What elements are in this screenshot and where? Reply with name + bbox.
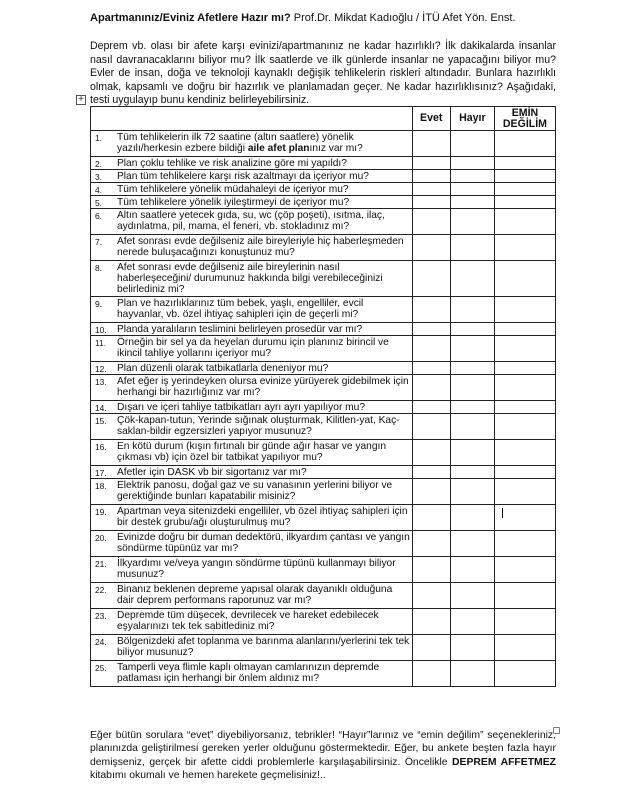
- answer-emin-degilim-cell[interactable]: [494, 375, 555, 401]
- question-row: [91, 362, 556, 375]
- question-text: Plan ve hazırlıklarınız tüm bebek, yaşlı, engelliler, evcil hayvanlar, vb. özel ihtiyaç sahipleri için de geçerli mi?: [117, 297, 364, 320]
- question-text: En kötü durum (kışın fırtınalı bir günde ağır hasar ve yangın çıkması vb) için özel bir tatbikat yapılıyor mu?: [117, 440, 386, 463]
- question-row: [91, 414, 556, 440]
- question-cell: [91, 557, 413, 583]
- question-row: [91, 235, 556, 261]
- answer-emin-degilim-cell[interactable]: [494, 505, 555, 531]
- answer-emin-degilim-cell[interactable]: [494, 131, 555, 157]
- table-move-handle-icon[interactable]: +: [76, 95, 86, 105]
- answer-emin-degilim-cell[interactable]: [494, 323, 555, 336]
- answer-hayir-cell[interactable]: [450, 157, 494, 170]
- answer-emin-degilim-cell[interactable]: [494, 583, 555, 609]
- question-number: 3.: [95, 172, 102, 182]
- question-number: 7.: [95, 237, 102, 247]
- answer-evet-cell[interactable]: [412, 505, 450, 531]
- answer-hayir-cell[interactable]: [450, 297, 494, 323]
- answer-hayir-cell[interactable]: [450, 557, 494, 583]
- question-row: [91, 323, 556, 336]
- answer-evet-cell[interactable]: [412, 261, 450, 297]
- question-row: [91, 479, 556, 505]
- question-text: Planda yaralıların teslimini belirleyen prosedür var mı?: [117, 323, 363, 335]
- question-text: Plan çoklu tehlike ve risk analizine göre mi yapıldı?: [117, 157, 347, 169]
- outro-paragraph: [90, 729, 556, 782]
- question-number: 20.: [95, 533, 107, 543]
- header-emin-degilim: [494, 107, 555, 131]
- question-row: [91, 209, 556, 235]
- question-cell: [91, 261, 413, 297]
- cell-end-mark-icon: [553, 727, 560, 734]
- header-question: [91, 107, 413, 131]
- question-number: 6.: [95, 211, 102, 221]
- question-number: 15.: [95, 416, 107, 426]
- answer-evet-cell[interactable]: [412, 362, 450, 375]
- question-row: [91, 583, 556, 609]
- answer-emin-degilim-cell[interactable]: [494, 297, 555, 323]
- answer-evet-cell[interactable]: [412, 661, 450, 687]
- answer-evet-cell[interactable]: [412, 235, 450, 261]
- question-cell: [91, 440, 413, 466]
- answer-evet-cell[interactable]: [412, 196, 450, 209]
- answer-hayir-cell[interactable]: [450, 401, 494, 414]
- question-text: Apartman veya sitenizdeki engelliler, vb özel ihtiyaç sahipleri için bir destek grubu/ağı oluşturulmuş mu?: [117, 505, 408, 528]
- questionnaire-table: [90, 106, 556, 687]
- question-cell: [91, 336, 413, 362]
- answer-hayir-cell[interactable]: [450, 196, 494, 209]
- answer-evet-cell[interactable]: [412, 183, 450, 196]
- question-cell: [91, 209, 413, 235]
- question-number: 23.: [95, 611, 107, 621]
- question-text: Afet sonrası evde değilseniz aile bireylerinin nasıl haberleşeceğini/ durumunuz hakkında bilgi verebileceğinizi belirlediniz mi?: [117, 261, 383, 296]
- question-number: 16.: [95, 442, 107, 452]
- question-text: Plan düzenli olarak tatbikatlarla deneniyor mu?: [117, 362, 329, 374]
- answer-emin-degilim-cell[interactable]: [494, 183, 555, 196]
- question-number: 14.: [95, 403, 107, 413]
- answer-emin-degilim-cell[interactable]: [494, 235, 555, 261]
- question-text-pre: Tüm tehlikelerin ilk 72 saatine (altın saatlere) yönelik yazılı/herkesin ezbere bildiği: [117, 131, 354, 154]
- question-number: 13.: [95, 377, 107, 387]
- question-row: [91, 196, 556, 209]
- answer-evet-cell[interactable]: [412, 401, 450, 414]
- question-cell: [91, 157, 413, 170]
- answer-hayir-cell[interactable]: [450, 209, 494, 235]
- answer-emin-degilim-cell[interactable]: [494, 609, 555, 635]
- answer-hayir-cell[interactable]: [450, 583, 494, 609]
- answer-evet-cell[interactable]: [412, 479, 450, 505]
- answer-emin-degilim-cell[interactable]: [494, 362, 555, 375]
- question-number: 1.: [95, 133, 102, 143]
- question-cell: [91, 401, 413, 414]
- question-text: [117, 131, 412, 154]
- answer-hayir-cell[interactable]: [450, 505, 494, 531]
- question-row: [91, 261, 556, 297]
- answer-emin-degilim-cell[interactable]: [494, 557, 555, 583]
- answer-evet-cell[interactable]: [412, 297, 450, 323]
- answer-hayir-cell[interactable]: [450, 235, 494, 261]
- header-evet: Evet: [412, 107, 450, 131]
- question-number: 10.: [95, 325, 107, 335]
- question-row: [91, 170, 556, 183]
- question-text: Tüm tehlikelere yönelik müdahaleyi de içeriyor mu?: [117, 183, 349, 195]
- answer-hayir-cell[interactable]: [450, 661, 494, 687]
- question-text: Örneğin bir sel ya da heyelan durumu için planınız birincil ve ikincil tahliye yollarını içeriyor mu?: [117, 336, 389, 359]
- answer-evet-cell[interactable]: [412, 414, 450, 440]
- question-cell: [91, 466, 413, 479]
- answer-emin-degilim-cell[interactable]: [494, 401, 555, 414]
- question-row: [91, 440, 556, 466]
- question-number: 22.: [95, 585, 107, 595]
- answer-evet-cell[interactable]: [412, 583, 450, 609]
- answer-hayir-cell[interactable]: [450, 323, 494, 336]
- question-number: 18.: [95, 481, 107, 491]
- header-emin-line2: DEĞİLİM: [502, 117, 547, 130]
- answer-hayir-cell[interactable]: [450, 466, 494, 479]
- header-hayir: Hayır: [450, 107, 494, 131]
- question-cell: [91, 609, 413, 635]
- question-row: [91, 375, 556, 401]
- answer-hayir-cell[interactable]: [450, 183, 494, 196]
- answer-hayir-cell[interactable]: [450, 635, 494, 661]
- answer-emin-degilim-cell[interactable]: [494, 661, 555, 687]
- question-number: 8.: [95, 263, 102, 273]
- answer-hayir-cell[interactable]: [450, 170, 494, 183]
- question-number: 17.: [95, 468, 107, 478]
- answer-evet-cell[interactable]: [412, 336, 450, 362]
- document-title: [90, 12, 516, 24]
- question-row: [91, 661, 556, 687]
- table-header-row: [91, 107, 556, 131]
- answer-evet-cell[interactable]: [412, 170, 450, 183]
- outro-text: [90, 729, 556, 782]
- answer-hayir-cell[interactable]: [450, 609, 494, 635]
- answer-evet-cell[interactable]: [412, 209, 450, 235]
- question-row: [91, 183, 556, 196]
- question-text: Altın saatlere yetecek gıda, su, wc (çöp poşeti), ısıtma, ilaç, aydınlatma, pil, mama, el feneri, vb. stokladınız mı?: [117, 209, 385, 232]
- answer-hayir-cell[interactable]: [450, 440, 494, 466]
- question-cell: [91, 375, 413, 401]
- questions-body: [91, 131, 556, 687]
- intro-paragraph: [90, 40, 556, 108]
- question-cell: [91, 297, 413, 323]
- title-heading: Apartmanınız/Eviniz Afetlere Hazır mı?: [90, 12, 291, 24]
- question-cell: [91, 661, 413, 687]
- answer-evet-cell[interactable]: [412, 375, 450, 401]
- question-cell: [91, 196, 413, 209]
- answer-hayir-cell[interactable]: [450, 479, 494, 505]
- question-text: Afet sonrası evde değilseniz aile bireyleriyle hiç haberleşmeden nerede buluşacağınızı konuştunuz mu?: [117, 235, 404, 258]
- question-text: Bölgenizdeki afet toplanma ve barınma alanlarını/yerlerini tek tek biliyor musunuz?: [117, 635, 410, 658]
- answer-hayir-cell[interactable]: [450, 362, 494, 375]
- question-row: [91, 609, 556, 635]
- answer-evet-cell[interactable]: [412, 557, 450, 583]
- question-number: 5.: [95, 198, 102, 208]
- question-number: 4.: [95, 185, 102, 195]
- question-text: Depremde tüm düşecek, devrilecek ve hareket edebilecek eşyalarınızı tek tek sabitlediniz mi?: [117, 609, 379, 632]
- answer-emin-degilim-cell[interactable]: [494, 479, 555, 505]
- header-emin-line1: EMİN: [511, 106, 539, 119]
- question-cell: [91, 183, 413, 196]
- question-row: [91, 336, 556, 362]
- answer-hayir-cell[interactable]: [450, 531, 494, 557]
- answer-evet-cell[interactable]: [412, 466, 450, 479]
- question-row: [91, 466, 556, 479]
- question-number: 11.: [95, 338, 107, 348]
- answer-evet-cell[interactable]: [412, 635, 450, 661]
- question-text: Tamperli veya flimle kaplı olmayan camlarınızın depremde patlaması için herhangi bir önlem aldınız mı?: [117, 661, 380, 684]
- answer-evet-cell[interactable]: [412, 609, 450, 635]
- answer-emin-degilim-cell[interactable]: [494, 531, 555, 557]
- question-row: [91, 505, 556, 531]
- answer-emin-degilim-cell[interactable]: [494, 466, 555, 479]
- question-text: Afetler için DASK vb bir sigortanız var mı?: [117, 466, 307, 478]
- answer-emin-degilim-cell[interactable]: [494, 336, 555, 362]
- answer-evet-cell[interactable]: [412, 323, 450, 336]
- answer-emin-degilim-cell[interactable]: [494, 157, 555, 170]
- question-text-bold: aile afet plan: [247, 142, 310, 154]
- answer-emin-degilim-cell[interactable]: [494, 196, 555, 209]
- question-row: [91, 297, 556, 323]
- question-text: Elektrik panosu, doğal gaz ve su vanasının yerlerini biliyor ve gerektiğinde bunları kapatabilir misiniz?: [117, 479, 393, 502]
- question-number: 9.: [95, 299, 102, 309]
- question-row: [91, 131, 556, 157]
- question-cell: [91, 323, 413, 336]
- question-text: Plan tüm tehlikelere karşı risk azaltmayı da içeriyor mu?: [117, 170, 369, 182]
- question-cell: [91, 583, 413, 609]
- question-cell: [91, 131, 413, 157]
- answer-evet-cell[interactable]: [412, 440, 450, 466]
- outro-book-title: DEPREM AFFETMEZ: [452, 756, 556, 768]
- intro-text: Deprem vb. olası bir afete karşı evinizi/apartmanınız ne kadar hazırlıklı? İlk dakikalarda insanlar nasıl davranacaklarını biliyor mu? İlk saatlerde ve ilk günlerde insanlar ne yapacağını biliyor mu? Evler de insan, doğa ve teknoloji kaynaklı değişik tehlikelerin riskleri altındadır. Bunlara hazırlıklı olmak, kapsamlı ve doğru bir hazırlık ve planlamadan geçer. Ne kadar hazırlıklısınız? Aşağıdaki, testi uygulayıp bunu kendiniz belirleyebilirsiniz.: [90, 40, 556, 106]
- question-cell: [91, 635, 413, 661]
- question-number: 25.: [95, 663, 107, 673]
- question-text-post: ınız var mı?: [309, 142, 363, 154]
- question-cell: [91, 505, 413, 531]
- answer-emin-degilim-cell[interactable]: [494, 261, 555, 297]
- question-cell: [91, 531, 413, 557]
- question-row: [91, 557, 556, 583]
- question-text: İlkyardımı ve/veya yangın söndürme tüpünü kullanmayı biliyor musunuz?: [117, 557, 396, 580]
- answer-evet-cell[interactable]: [412, 131, 450, 157]
- question-row: [91, 635, 556, 661]
- answer-emin-degilim-cell[interactable]: [494, 209, 555, 235]
- answer-emin-degilim-cell[interactable]: [494, 635, 555, 661]
- answer-hayir-cell[interactable]: [450, 375, 494, 401]
- question-text: Çök-kapan-tutun, Yerinde sığınak oluşturmak, Kilitlen-yat, Kaç-saklan-bildir egzersizleri yapıyor musunuz?: [117, 414, 400, 437]
- outro-text-1: Eğer bütün sorulara “evet” diyebiliyorsanız, tebrikler! “Hayır”larınız ve “emin değilim” seçenekleriniz, planınızda geliştirilmesi gereken yerler olduğunu göstermektedir. Eğer, bu ankete beşten fazla hayır demişseniz, gerçek bir afette ciddi problemlerle karşılaşabilirsiniz. Öncelikle: [90, 730, 556, 768]
- question-number: 24.: [95, 637, 107, 647]
- title-author: Prof.Dr. Mikdat Kadıoğlu / İTÜ Afet Yön. Enst.: [290, 12, 516, 24]
- question-cell: [91, 235, 413, 261]
- question-text: Binanız beklenen depreme yapısal olarak dayanıklı olduğuna dair deprem performans raporunuz var mı?: [117, 583, 393, 606]
- text-cursor-icon: [502, 508, 503, 518]
- question-cell: [91, 479, 413, 505]
- question-number: 21.: [95, 559, 107, 569]
- question-text: Evinizde doğru bir duman dedektörü, ilkyardım çantası ve yangın söndürme tüpünüz var mı?: [117, 531, 410, 554]
- question-number: 2.: [95, 159, 102, 169]
- answer-hayir-cell[interactable]: [450, 261, 494, 297]
- question-row: [91, 531, 556, 557]
- answer-evet-cell[interactable]: [412, 157, 450, 170]
- outro-text-2: kitabımı okumalı ve hemen harekete geçmelisiniz!..: [90, 769, 326, 781]
- question-number: 19.: [95, 507, 107, 517]
- question-cell: [91, 170, 413, 183]
- question-text: Dışarı ve içeri tahliye tatbikatları ayrı ayrı yapılıyor mu?: [117, 401, 365, 413]
- question-number: 12.: [95, 364, 107, 374]
- question-text: Afet eğer iş yerindeyken olursa evinize yürüyerek gidebilmek için herhangi bir hazırlığınız var mı?: [117, 375, 409, 398]
- answer-emin-degilim-cell[interactable]: [494, 170, 555, 183]
- question-row: [91, 401, 556, 414]
- answer-hayir-cell[interactable]: [450, 131, 494, 157]
- answer-evet-cell[interactable]: [412, 531, 450, 557]
- answer-emin-degilim-cell[interactable]: [494, 414, 555, 440]
- question-row: [91, 157, 556, 170]
- answer-emin-degilim-cell[interactable]: [494, 440, 555, 466]
- answer-hayir-cell[interactable]: [450, 414, 494, 440]
- answer-hayir-cell[interactable]: [450, 336, 494, 362]
- question-text: Tüm tehlikelere yönelik iyileştirmeyi de içeriyor mu?: [117, 196, 350, 208]
- question-cell: [91, 362, 413, 375]
- question-cell: [91, 414, 413, 440]
